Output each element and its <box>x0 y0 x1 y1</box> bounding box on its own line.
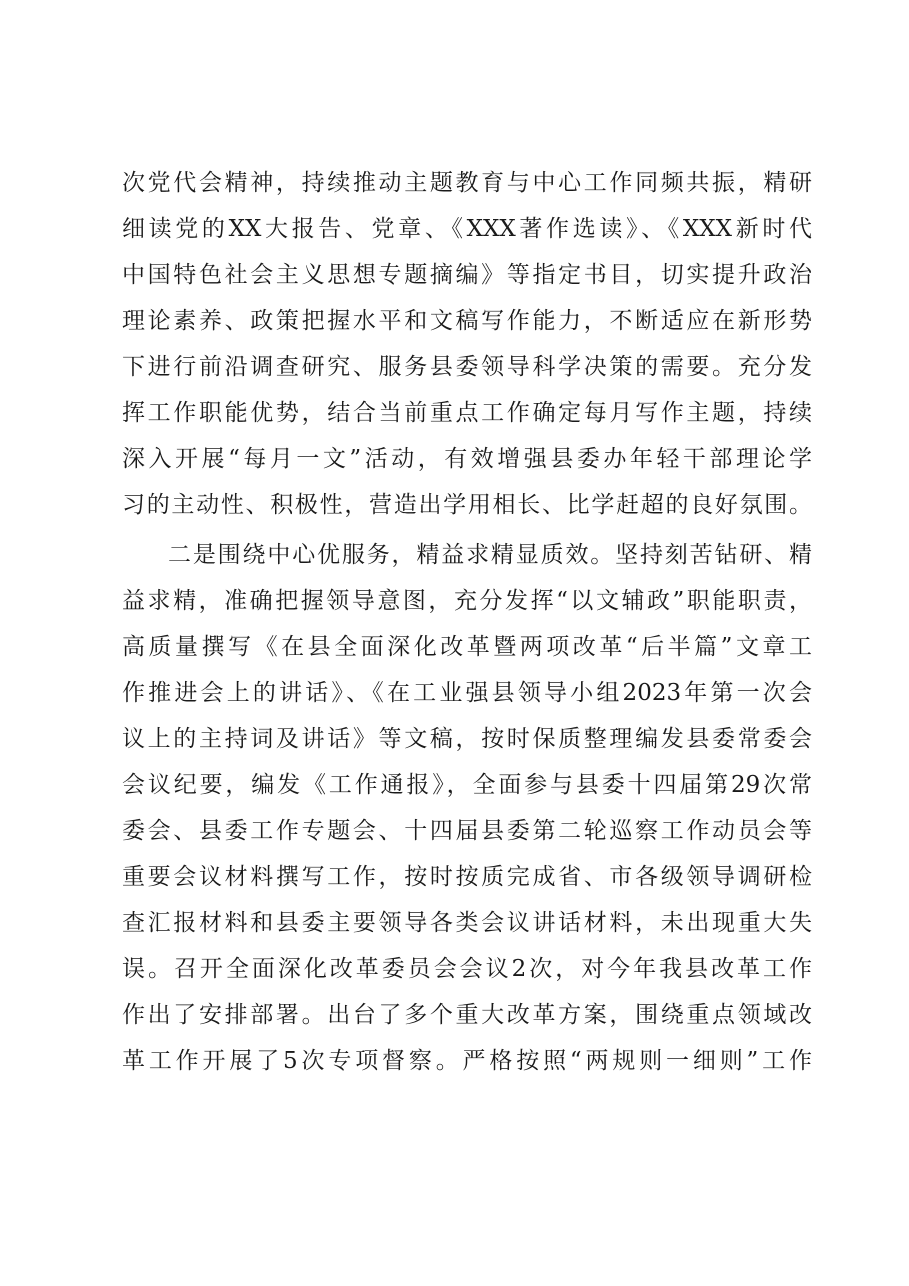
text-line: 作推进会上的讲话》、《在工业强县领导小组2023年第一次会 <box>122 680 812 706</box>
text-line: 细读党的XX大报告、党章、《XXX著作选读》、《XXX新时代 <box>122 216 812 242</box>
text-line: 下进行前沿调查研究、服务县委领导科学决策的需要。充分发 <box>122 354 812 380</box>
text-line: 中国特色社会主义思想专题摘编》等指定书目，切实提升政治 <box>122 262 812 288</box>
text-line: 习的主动性、积极性，营造出学用相长、比学赶超的良好氛围。 <box>122 492 812 518</box>
text-line: 查汇报材料和县委主要领导各类会议讲话材料，未出现重大失 <box>122 910 812 936</box>
text-line: 理论素养、政策把握水平和文稿写作能力，不断适应在新形势 <box>122 308 812 334</box>
text-line: 深入开展“每月一文”活动，有效增强县委办年轻干部理论学 <box>122 446 812 472</box>
text-line: 高质量撰写《在县全面深化改革暨两项改革“后半篇”文章工 <box>122 634 812 660</box>
text-line: 二是围绕中心优服务，精益求精显质效。坚持刻苦钻研、精 <box>168 542 812 568</box>
paragraph <box>122 160 812 528</box>
text-line: 委会、县委工作专题会、十四届县委第二轮巡察工作动员会等 <box>122 818 812 844</box>
text-line: 误。召开全面深化改革委员会会议2次，对今年我县改革工作 <box>122 956 812 982</box>
text-line: 会议纪要，编发《工作通报》，全面参与县委十四届第29次常 <box>122 772 812 798</box>
text-line: 益求精，准确把握领导意图，充分发挥“以文辅政”职能职责， <box>122 588 812 614</box>
text-line: 重要会议材料撰写工作，按时按质完成省、市各级领导调研检 <box>122 864 812 890</box>
text-line: 议上的主持词及讲话》等文稿，按时保质整理编发县委常委会 <box>122 726 812 752</box>
text-line: 革工作开展了5次专项督察。严格按照“两规则一细则”工作 <box>122 1048 812 1074</box>
text-line: 次党代会精神，持续推动主题教育与中心工作同频共振，精研 <box>122 170 812 196</box>
text-line: 作出了安排部署。出台了多个重大改革方案，围绕重点领域改 <box>122 1002 812 1028</box>
paragraph <box>122 532 812 1084</box>
document-body <box>122 160 812 1084</box>
text-line: 挥工作职能优势，结合当前重点工作确定每月写作主题，持续 <box>122 400 812 426</box>
